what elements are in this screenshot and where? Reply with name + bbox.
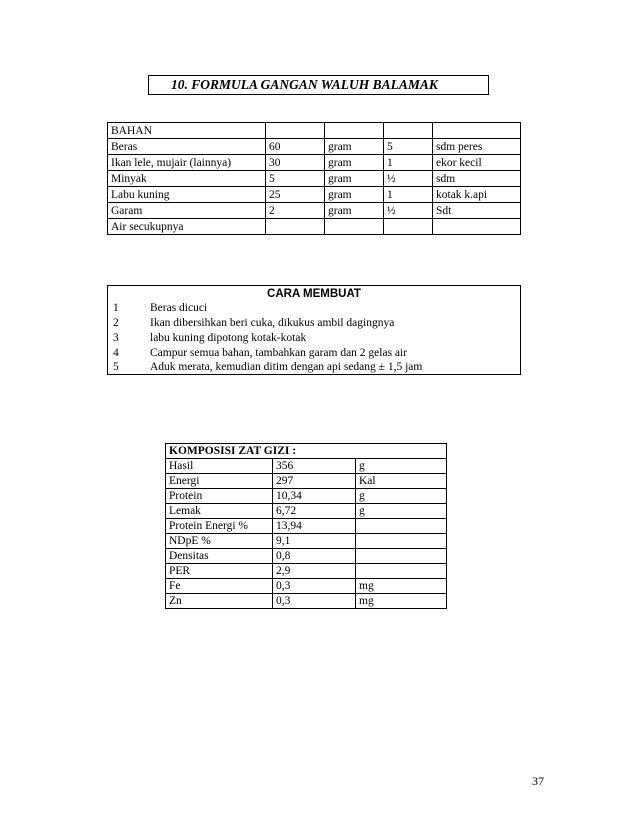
step-text: Campur semua bahan, tambahkan garam dan 2 gelas air — [150, 347, 408, 359]
nutrition-cell: 356 — [273, 459, 356, 474]
ingredient-cell: sdm peres — [433, 139, 521, 155]
ingredient-cell: kotak k.api — [433, 187, 521, 203]
nutrition-cell: Protein Energi % — [166, 519, 273, 534]
ingredient-cell: 30 — [266, 155, 325, 171]
nutrition-cell: 0,3 — [273, 579, 356, 594]
ingredients-header: BAHAN — [108, 123, 266, 139]
step-text: labu kuning dipotong kotak-kotak — [150, 332, 307, 344]
ingredient-row — [108, 139, 521, 155]
nutrition-cell — [356, 534, 447, 549]
nutrition-cell: Energi — [166, 474, 273, 489]
nutrition-row — [166, 594, 447, 609]
step-number: 2 — [113, 317, 119, 329]
recipe-title: 10. FORMULA GANGAN WALUH BALAMAK — [148, 75, 489, 95]
nutrition-cell: 13,94 — [273, 519, 356, 534]
ingredient-cell — [266, 219, 325, 235]
ingredient-row — [108, 171, 521, 187]
method-title: CARA MEMBUAT — [267, 288, 361, 300]
method-step — [113, 360, 422, 375]
ingredient-cell: gram — [325, 203, 384, 219]
nutrition-cell — [356, 549, 447, 564]
step-text: Aduk merata, kemudian ditim dengan api sedang ± 1,5 jam — [150, 361, 423, 373]
nutrition-cell: g — [356, 489, 447, 504]
nutrition-row — [166, 549, 447, 564]
method-step — [113, 346, 407, 361]
nutrition-cell: 0,8 — [273, 549, 356, 564]
nutrition-cell: Kal — [356, 474, 447, 489]
ingredients-header-row — [108, 123, 521, 139]
ingredient-cell: Garam — [108, 203, 266, 219]
ingredient-cell: Minyak — [108, 171, 266, 187]
nutrition-header: KOMPOSISI ZAT GIZI : — [166, 444, 447, 459]
step-number: 1 — [113, 302, 119, 314]
nutrition-cell: PER — [166, 564, 273, 579]
nutrition-cell: 10,34 — [273, 489, 356, 504]
ingredient-row — [108, 187, 521, 203]
ingredient-cell: ekor kecil — [433, 155, 521, 171]
ingredient-row — [108, 155, 521, 171]
nutrition-row — [166, 504, 447, 519]
ingredient-cell — [433, 219, 521, 235]
nutrition-row — [166, 579, 447, 594]
ingredient-cell: gram — [325, 139, 384, 155]
nutrition-cell: Fe — [166, 579, 273, 594]
step-text: Beras dicuci — [150, 302, 208, 314]
nutrition-cell: 297 — [273, 474, 356, 489]
ingredient-cell: 25 — [266, 187, 325, 203]
method-step — [113, 316, 394, 331]
ingredient-cell — [384, 219, 433, 235]
step-number: 5 — [113, 361, 119, 373]
ingredient-cell: 2 — [266, 203, 325, 219]
nutrition-row — [166, 489, 447, 504]
ingredient-cell: Beras — [108, 139, 266, 155]
ingredient-row — [108, 203, 521, 219]
ingredient-cell: ½ — [384, 203, 433, 219]
nutrition-row — [166, 534, 447, 549]
nutrition-header-row — [166, 444, 447, 459]
ingredient-cell: sdm — [433, 171, 521, 187]
nutrition-cell: 0,3 — [273, 594, 356, 609]
ingredient-cell: ½ — [384, 171, 433, 187]
nutrition-cell: NDpE % — [166, 534, 273, 549]
nutrition-cell: Lemak — [166, 504, 273, 519]
nutrition-cell: g — [356, 504, 447, 519]
nutrition-row — [166, 564, 447, 579]
step-number: 3 — [113, 332, 119, 344]
method-step — [113, 331, 306, 346]
nutrition-cell: Zn — [166, 594, 273, 609]
nutrition-cell: 9,1 — [273, 534, 356, 549]
nutrition-row — [166, 474, 447, 489]
nutrition-table — [165, 443, 447, 609]
nutrition-cell — [356, 564, 447, 579]
method-step — [113, 301, 207, 316]
ingredient-row — [108, 219, 521, 235]
ingredient-cell: 1 — [384, 187, 433, 203]
ingredient-cell: gram — [325, 155, 384, 171]
page-number: 37 — [532, 774, 544, 788]
method-box — [107, 285, 521, 375]
ingredient-cell: 5 — [266, 171, 325, 187]
ingredient-cell: Air secukupnya — [108, 219, 266, 235]
ingredients-table — [107, 122, 521, 235]
nutrition-cell: 6,72 — [273, 504, 356, 519]
ingredient-cell: Sdt — [433, 203, 521, 219]
nutrition-cell: Hasil — [166, 459, 273, 474]
ingredient-cell: gram — [325, 171, 384, 187]
ingredient-cell: 1 — [384, 155, 433, 171]
ingredient-cell — [325, 219, 384, 235]
step-number: 4 — [113, 347, 119, 359]
nutrition-cell: Protein — [166, 489, 273, 504]
nutrition-cell — [356, 519, 447, 534]
ingredient-cell: Labu kuning — [108, 187, 266, 203]
nutrition-cell: g — [356, 459, 447, 474]
step-text: Ikan dibersihkan beri cuka, dikukus ambil dagingnya — [150, 317, 395, 329]
ingredient-cell: 60 — [266, 139, 325, 155]
nutrition-cell: mg — [356, 579, 447, 594]
nutrition-cell: Densitas — [166, 549, 273, 564]
nutrition-cell: mg — [356, 594, 447, 609]
ingredient-cell: Ikan lele, mujair (lainnya) — [108, 155, 266, 171]
ingredient-cell: 5 — [384, 139, 433, 155]
nutrition-row — [166, 459, 447, 474]
ingredient-cell: gram — [325, 187, 384, 203]
nutrition-row — [166, 519, 447, 534]
nutrition-cell: 2,9 — [273, 564, 356, 579]
